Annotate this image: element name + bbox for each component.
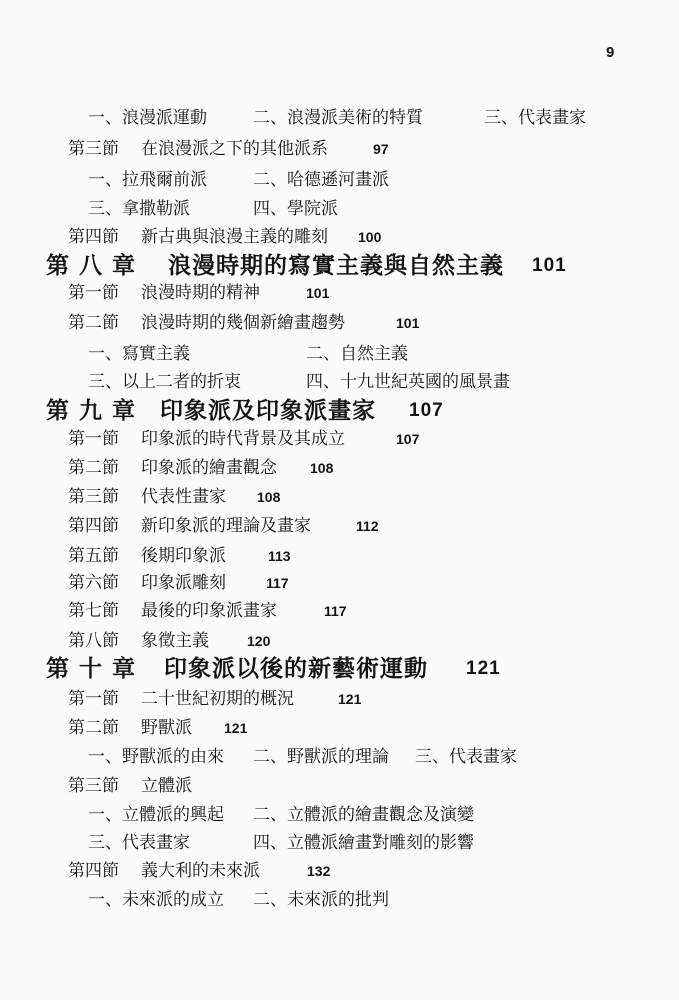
section-label: 第二節 [68,718,119,738]
section-title: 印象派雕刻 [141,573,226,593]
section-label: 第四節 [68,227,119,247]
section-label: 第四節 [68,861,119,881]
section-title: 最後的印象派畫家 [141,601,277,621]
subsection-row [0,103,679,133]
section-title: 象徵主義 [141,631,209,651]
subsection-item: 二、未來派的批判 [253,890,389,910]
section-row [0,541,679,571]
section-row [0,713,679,743]
section-page: 101 [396,315,420,331]
section-title: 在浪漫派之下的其他派系 [141,139,328,159]
chapter-page: 101 [532,255,567,276]
subsection-item: 二、立體派的繪畫觀念及演變 [253,805,474,825]
subsection-item: 三、代表畫家 [88,833,190,853]
chapter-label: 第 十 章 [46,655,137,682]
section-label: 第八節 [68,631,119,651]
section-row [0,222,679,252]
subsection-row [0,885,679,915]
section-title: 二十世紀初期的概況 [141,689,294,709]
subsection-row [0,828,679,858]
section-page: 100 [358,229,382,245]
subsection-item: 三、代表畫家 [415,747,517,767]
section-row [0,278,679,308]
section-page: 117 [266,575,289,591]
section-title: 義大利的未來派 [141,861,260,881]
subsection-item: 三、拿撒勒派 [88,199,190,219]
subsection-row [0,339,679,369]
section-title: 新印象派的理論及畫家 [141,516,311,536]
subsection-item: 一、未來派的成立 [88,890,224,910]
section-title: 印象派的繪畫觀念 [141,458,277,478]
subsection-item: 一、拉飛爾前派 [88,170,207,190]
chapter-row [0,654,679,684]
section-title: 野獸派 [141,718,192,738]
section-page: 113 [268,548,291,564]
subsection-item: 四、十九世紀英國的風景畫 [306,372,510,392]
section-row [0,134,679,164]
subsection-row [0,165,679,195]
section-page: 120 [247,633,271,649]
section-page: 132 [307,863,331,879]
section-row [0,568,679,598]
subsection-item: 二、浪漫派美術的特質 [253,108,423,128]
subsection-item: 四、立體派繪畫對雕刻的影響 [253,833,474,853]
subsection-item: 三、代表畫家 [484,108,586,128]
chapter-title: 印象派以後的新藝術運動 [164,655,428,682]
section-label: 第四節 [68,516,119,536]
section-page: 121 [338,691,362,707]
section-row [0,511,679,541]
section-row [0,424,679,454]
subsection-item: 三、以上二者的折衷 [88,372,241,392]
section-label: 第三節 [68,139,119,159]
section-label: 第三節 [68,487,119,507]
chapter-row [0,396,679,426]
subsection-item: 二、哈德遜河畫派 [253,170,389,190]
chapter-label: 第 八 章 [46,252,137,279]
section-page: 108 [257,489,281,505]
section-label: 第三節 [68,776,119,796]
section-row [0,856,679,886]
section-row [0,308,679,338]
section-label: 第六節 [68,573,119,593]
subsection-item: 一、寫實主義 [88,344,190,364]
section-label: 第二節 [68,313,119,333]
section-page: 117 [324,603,347,619]
section-title: 浪漫時期的幾個新繪畫趨勢 [141,313,345,333]
section-row [0,684,679,714]
subsection-row [0,367,679,397]
subsection-row [0,194,679,224]
section-row [0,453,679,483]
section-title: 代表性畫家 [141,487,226,507]
section-label: 第一節 [68,429,119,449]
section-row [0,596,679,626]
chapter-label: 第 九 章 [46,397,137,424]
chapter-row [0,251,679,281]
subsection-item: 四、學院派 [253,199,338,219]
section-row [0,626,679,656]
subsection-item: 二、自然主義 [306,344,408,364]
chapter-title: 印象派及印象派畫家 [160,397,376,424]
section-page: 112 [356,518,379,534]
section-title: 立體派 [141,776,192,796]
section-label: 第七節 [68,601,119,621]
subsection-item: 一、立體派的興起 [88,805,224,825]
section-title: 印象派的時代背景及其成立 [141,429,345,449]
section-label: 第五節 [68,546,119,566]
subsection-item: 二、野獸派的理論 [253,747,389,767]
subsection-item: 一、野獸派的由來 [88,747,224,767]
section-row [0,482,679,512]
section-label: 第一節 [68,283,119,303]
chapter-page: 107 [409,400,444,421]
section-label: 第一節 [68,689,119,709]
section-label: 第二節 [68,458,119,478]
chapter-title: 浪漫時期的寫實主義與自然主義 [168,252,504,279]
subsection-row [0,800,679,830]
section-page: 121 [224,720,248,736]
section-page: 108 [310,460,334,476]
section-page: 97 [373,141,389,157]
subsection-row [0,742,679,772]
section-page: 107 [396,431,420,447]
section-title: 後期印象派 [141,546,226,566]
subsection-item: 一、浪漫派運動 [88,108,207,128]
section-page: 101 [306,285,330,301]
section-title: 浪漫時期的精神 [141,283,260,303]
section-row [0,771,679,801]
chapter-page: 121 [466,658,501,679]
page-number: 9 [606,44,615,61]
section-title: 新古典與浪漫主義的雕刻 [141,227,328,247]
